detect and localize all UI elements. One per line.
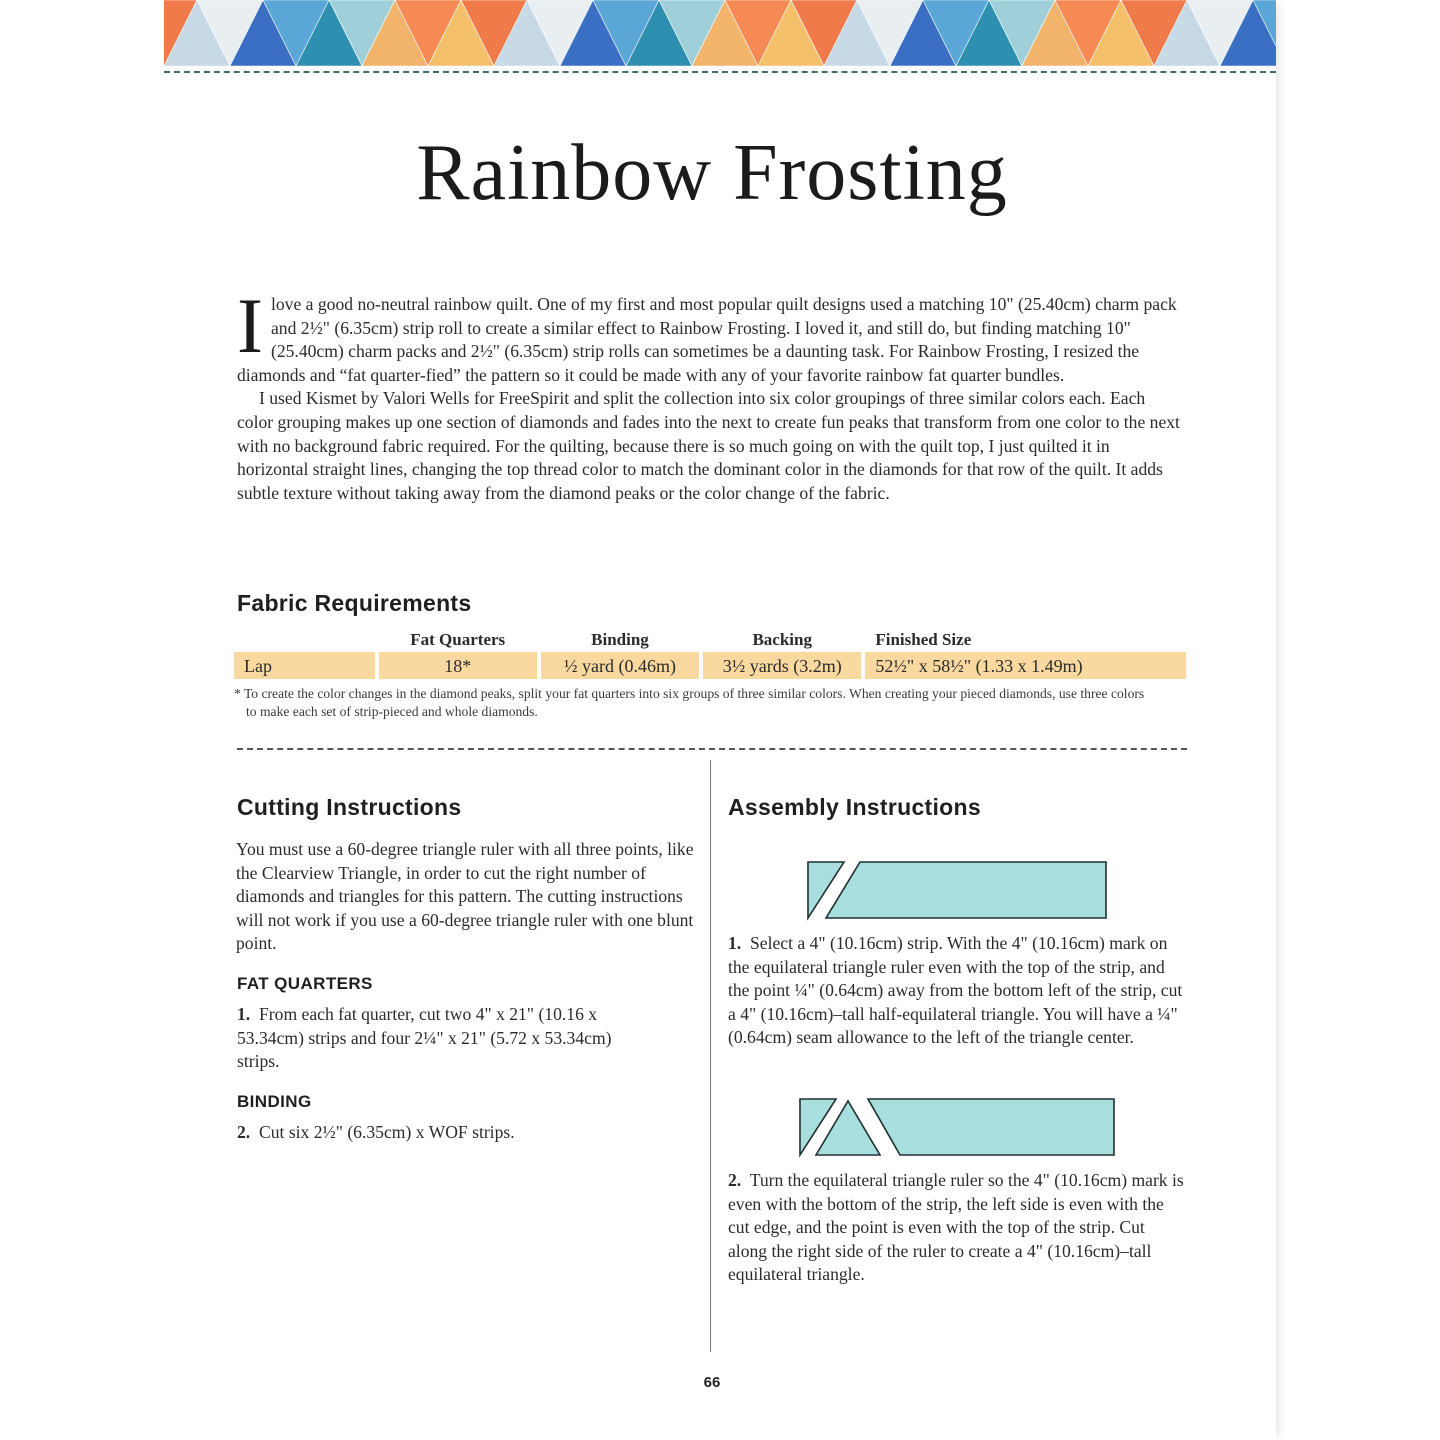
fat-quarters-heading: FAT QUARTERS bbox=[237, 974, 373, 993]
table-header-cell bbox=[234, 628, 375, 652]
table-cell: ½ yard (0.46m) bbox=[541, 652, 699, 679]
table-header-cell: Finished Size bbox=[875, 630, 972, 649]
cutting-intro: You must use a 60-degree triangle ruler with all three points, like the Clearview Triangle, in order to cut the right number of diamonds and triangles for this pattern. The cutting instructions will not work if you use a 60-degree triangle ruler with one blunt point. bbox=[236, 839, 694, 954]
column-divider bbox=[710, 760, 711, 1352]
document-page bbox=[164, 0, 1276, 1440]
cutting-step-2: 2. Cut six 2½" (6.35cm) x WOF strips. bbox=[237, 1122, 515, 1142]
assembly-heading: Assembly Instructions bbox=[728, 794, 981, 820]
cutting-step-1: 1. From each fat quarter, cut two 4" x 21" (10.16 x 53.34cm) strips and four 2¼" x 21" (5.72 x 53.34cm) strips. bbox=[237, 1004, 612, 1072]
table-row bbox=[234, 652, 1186, 679]
strip-shape bbox=[826, 862, 1106, 918]
table-header-cell: Backing bbox=[752, 630, 812, 649]
intro-paragraph-2: I used Kismet by Valori Wells for FreeSpirit and split the collection into six color groupings of three similar colors each. Each color grouping makes up one section of diamonds and fades into the next to create fun peaks that transform from one color to the next with no background fabric required. For the quilting, because there is so much going on with the quilt top, I just quilted it in horizontal straight lines, changing the top thread color to match the dominant color in the diamonds for that row of the quilt. It adds subtle texture without taking away from the diamond peaks or the color change of the fabric. bbox=[237, 388, 1180, 503]
table-cell: 3½ yards (3.2m) bbox=[703, 652, 861, 679]
assembly-step-1: 1. Select a 4" (10.16cm) strip. With the 4" (10.16cm) mark on the equilateral triangle ruler even with the top of the strip, and the point ¼" (0.64cm) away from the bottom left of the strip, cut a 4" (10.16cm)–tall half-equilateral triangle. You will have a ¼" (0.64cm) seam allowance to the left of the triangle center. bbox=[728, 933, 1183, 1048]
cutting-heading: Cutting Instructions bbox=[237, 794, 462, 820]
intro-paragraph-1: I love a good no-neutral rainbow quilt. One of my first and most popular quilt designs used a matching 10" (25.40cm) charm pack and 2½" (6.35cm) strip roll to create a similar effect to Rainbow Frosting. I loved it, and still do, but finding matching 10" (25.40cm) charm packs and 2½" (6.35cm) strip rolls can sometimes be a daunting task. For Rainbow Frosting, I resized the diamonds and “fat quarter-fied” the pattern so it could be made with any of your favorite rainbow fat quarter bundles. bbox=[237, 282, 1177, 385]
strip-shape bbox=[868, 1099, 1114, 1155]
section-dashed-rule bbox=[237, 748, 1187, 750]
table-footnote: * To create the color changes in the diamond peaks, split your fat quarters into six groups of three similar colors. When creating your pieced diamonds, use three colors to make each set of strip-pieced and whole diamonds. bbox=[234, 686, 1145, 719]
table-header-row bbox=[234, 628, 1186, 652]
table-header-cell: Binding bbox=[591, 630, 649, 649]
quilt-banner-image bbox=[164, 0, 1276, 66]
table-cell: 18* bbox=[379, 652, 537, 679]
table-cell: 52½" x 58½" (1.33 x 1.49m) bbox=[865, 652, 1186, 679]
assembly-step-2: 2. Turn the equilateral triangle ruler so the 4" (10.16cm) mark is even with the bottom of the strip, the left side is even with the cut edge, and the point is even with the top of the strip. Cut along the right side of the ruler to create a 4" (10.16cm)–tall equilateral triangle. bbox=[728, 1170, 1184, 1285]
drop-cap: I bbox=[237, 282, 263, 369]
page-number: 66 bbox=[703, 1374, 721, 1391]
banner-dashed-rule bbox=[164, 71, 1276, 73]
binding-heading: BINDING bbox=[237, 1092, 312, 1111]
table-header-cell: Fat Quarters bbox=[410, 630, 506, 649]
page-title: Rainbow Frosting bbox=[416, 129, 1008, 217]
strip-diagram-1 bbox=[804, 858, 1114, 924]
fabric-requirements-table bbox=[234, 628, 1186, 679]
intro-text bbox=[237, 282, 1185, 505]
fabric-requirements-heading: Fabric Requirements bbox=[237, 590, 472, 616]
table-cell: Lap bbox=[234, 652, 375, 679]
strip-diagram-2 bbox=[796, 1095, 1120, 1161]
